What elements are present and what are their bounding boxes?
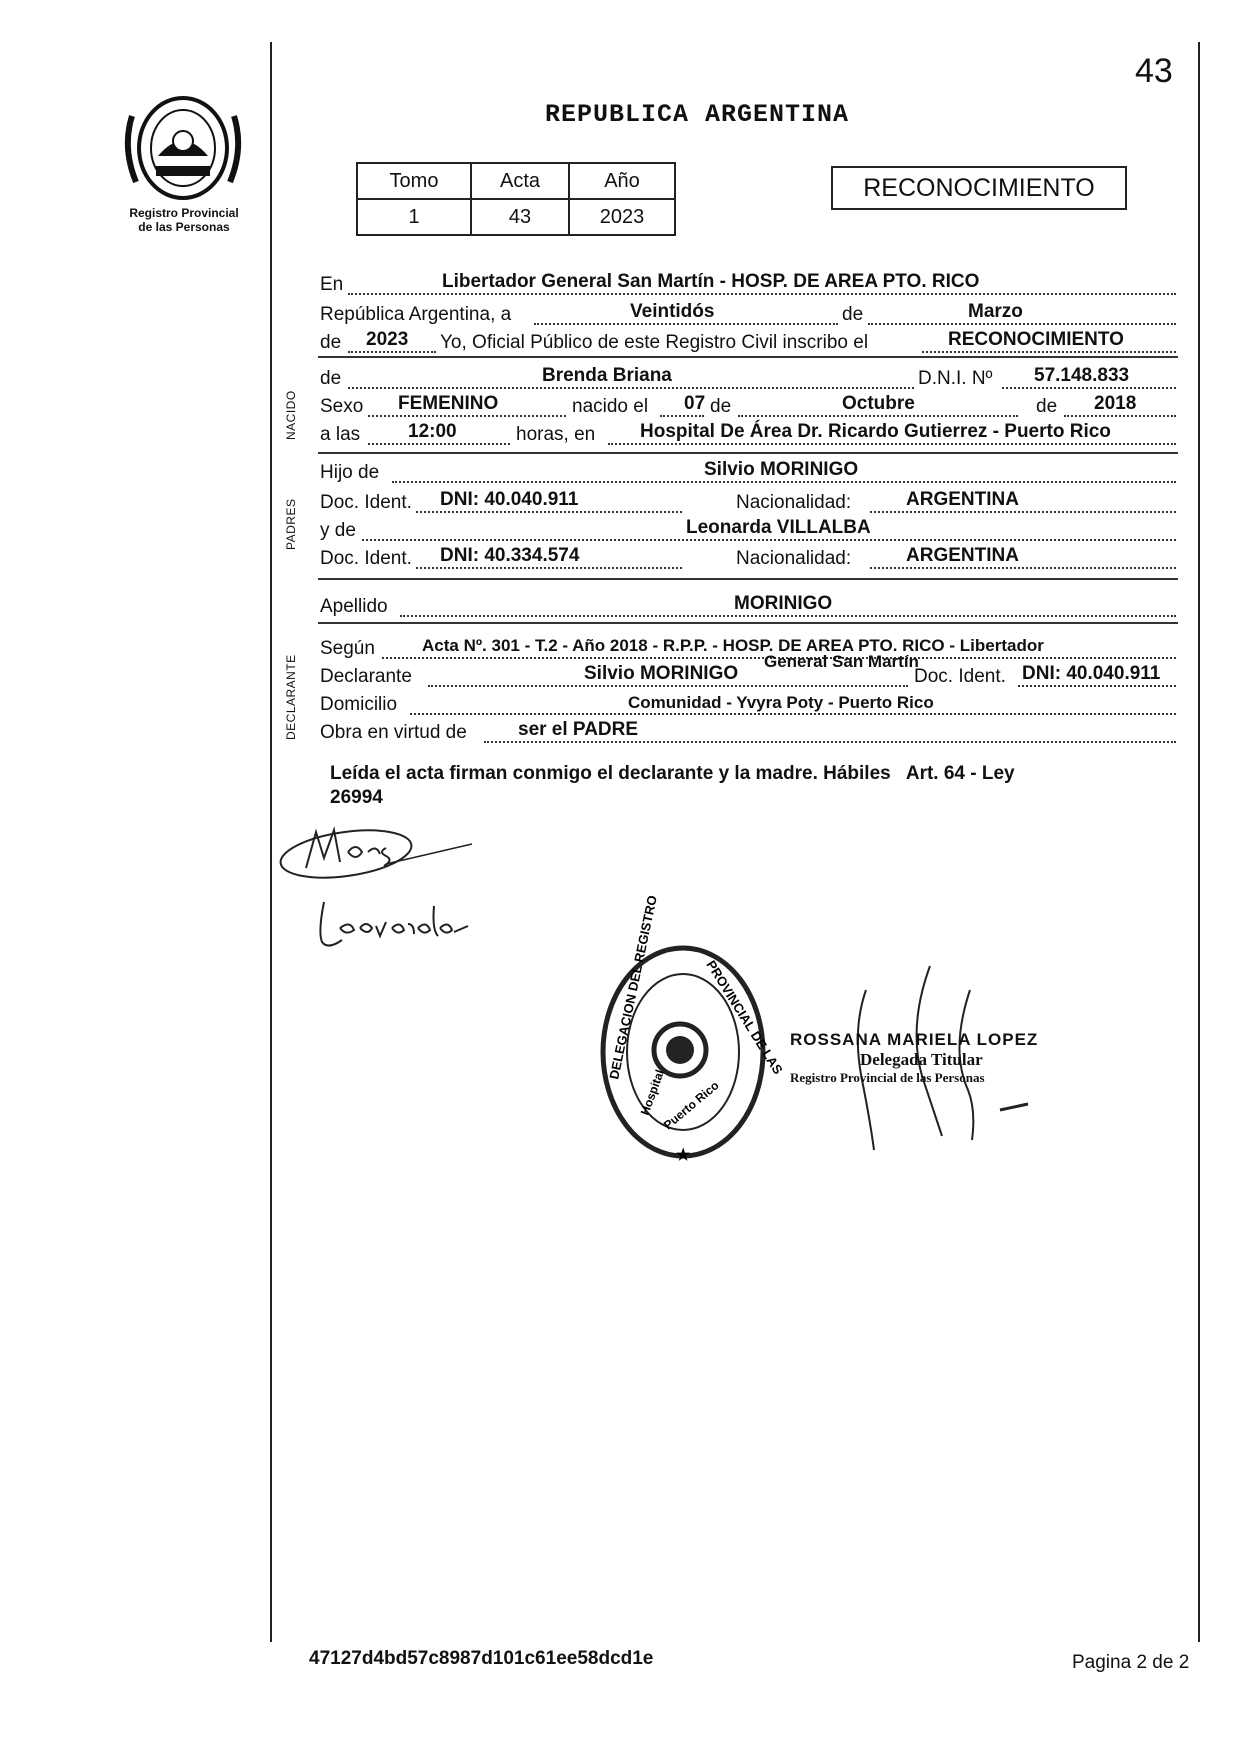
official-role: Delegada Titular bbox=[860, 1050, 983, 1069]
row-place bbox=[318, 268, 1178, 298]
official-org: Registro Provincial de las Personas bbox=[790, 1070, 985, 1085]
svg-text:Puerto Rico: Puerto Rico bbox=[660, 1078, 722, 1133]
label-hijo-de: Hijo de bbox=[320, 462, 380, 483]
logo-caption bbox=[100, 206, 268, 234]
row-father bbox=[318, 456, 1178, 486]
separator bbox=[318, 356, 1178, 358]
dotted-line bbox=[348, 351, 436, 353]
svg-text:PROVINCIAL DE LAS: PROVINCIAL DE LAS bbox=[703, 957, 786, 1077]
value-mother-name: Leonarda VILLALBA bbox=[686, 517, 871, 538]
dotted-line bbox=[348, 387, 914, 389]
official-signer-block bbox=[790, 1030, 1038, 1086]
separator bbox=[318, 578, 1178, 580]
value-day-words: Veintidós bbox=[630, 301, 715, 322]
label-republica: República Argentina, a bbox=[320, 304, 512, 325]
row-act bbox=[318, 326, 1178, 356]
dotted-line bbox=[410, 713, 1176, 715]
separator bbox=[318, 622, 1178, 624]
value-birth-year: 2018 bbox=[1094, 393, 1137, 414]
dotted-line bbox=[870, 567, 1176, 569]
svg-text:★: ★ bbox=[676, 1147, 691, 1164]
dotted-line bbox=[400, 615, 1176, 617]
dotted-line bbox=[922, 351, 1176, 353]
row-mother bbox=[318, 514, 1178, 544]
value-by-virtue: ser el PADRE bbox=[518, 719, 639, 740]
value-mother-doc: DNI: 40.334.574 bbox=[440, 545, 580, 566]
value-address: Comunidad - Yvyra Poty - Puerto Rico bbox=[628, 693, 934, 712]
registry-value-tomo: 1 bbox=[357, 199, 471, 235]
dotted-line bbox=[868, 323, 1176, 325]
misiones-coat-of-arms-logo bbox=[118, 86, 248, 206]
document-title: REPUBLICA ARGENTINA bbox=[545, 100, 850, 129]
label-obra: Obra en virtud de bbox=[320, 722, 467, 743]
row-date bbox=[318, 298, 1178, 328]
value-declarant-doc: DNI: 40.040.911 bbox=[1022, 663, 1161, 684]
label-declarante: Declarante bbox=[320, 666, 412, 687]
value-declarant-name: Silvio MORINIGO bbox=[584, 663, 739, 684]
registry-value-acta: 43 bbox=[471, 199, 569, 235]
side-label-padres: PADRES bbox=[284, 498, 298, 550]
row-mother-doc bbox=[318, 542, 1178, 572]
row-segun bbox=[318, 632, 1178, 662]
row-father-doc bbox=[318, 486, 1178, 516]
registry-header-anio: Año bbox=[569, 163, 675, 199]
row-time-place bbox=[318, 418, 1178, 448]
closing-text bbox=[330, 762, 1190, 810]
label-de: de bbox=[320, 332, 342, 353]
label-sexo: Sexo bbox=[320, 396, 364, 417]
label-segun: Según bbox=[320, 638, 375, 659]
label-nacionalidad: Nacionalidad: bbox=[736, 548, 852, 569]
label-de: de bbox=[1036, 396, 1058, 417]
value-month: Marzo bbox=[968, 301, 1023, 322]
logo-caption-line-1: Registro Provincial bbox=[129, 206, 239, 220]
label-a-las: a las bbox=[320, 424, 361, 445]
dotted-line bbox=[608, 443, 1176, 445]
dotted-line bbox=[484, 741, 1176, 743]
registry-value-anio: 2023 bbox=[569, 199, 675, 235]
dotted-line bbox=[368, 415, 566, 417]
label-y-de: y de bbox=[320, 520, 356, 541]
dotted-line bbox=[1064, 415, 1176, 417]
official-name: ROSSANA MARIELA LOPEZ bbox=[790, 1030, 1039, 1049]
label-doc-ident: Doc. Ident. bbox=[320, 548, 412, 569]
value-mother-nationality: ARGENTINA bbox=[906, 545, 1019, 566]
value-child-name: Brenda Briana bbox=[542, 365, 672, 386]
registry-header-acta: Acta bbox=[471, 163, 569, 199]
label-de: de bbox=[320, 368, 342, 389]
closing-line-1: Leída el acta firman conmigo el declarante y la madre. Hábiles Art. 64 - Ley bbox=[330, 763, 1015, 784]
mother-signature bbox=[310, 892, 480, 956]
registry-header-tomo: Tomo bbox=[357, 163, 471, 199]
dotted-line bbox=[1018, 685, 1176, 687]
dotted-line bbox=[392, 481, 1176, 483]
official-stamp bbox=[598, 894, 786, 1165]
dotted-line bbox=[348, 293, 1176, 295]
dotted-line bbox=[416, 567, 682, 569]
label-domicilio: Domicilio bbox=[320, 694, 398, 715]
dotted-line bbox=[416, 511, 682, 513]
label-apellido: Apellido bbox=[320, 596, 388, 617]
value-segun-line-1: Acta Nº. 301 - T.2 - Año 2018 - R.P.P. - HOSP. DE AREA PTO. RICO - Libertador bbox=[422, 636, 1044, 655]
label-nacionalidad: Nacionalidad: bbox=[736, 492, 852, 513]
label-en: En bbox=[320, 274, 344, 295]
side-label-declarante: DECLARANTE bbox=[284, 654, 298, 740]
label-horas-en: horas, en bbox=[516, 424, 596, 445]
side-label-nacido: NACIDO bbox=[284, 390, 298, 440]
row-surname bbox=[318, 590, 1178, 620]
dotted-line bbox=[362, 539, 1176, 541]
record-type-box: RECONOCIMIENTO bbox=[831, 166, 1127, 210]
row-sex-birth bbox=[318, 390, 1178, 420]
declarant-signature bbox=[276, 818, 476, 898]
value-sex: FEMENINO bbox=[398, 393, 499, 414]
label-de: de bbox=[842, 304, 864, 325]
label-dni: D.N.I. Nº bbox=[918, 368, 993, 389]
value-birth-month: Octubre bbox=[842, 393, 915, 414]
value-father-name: Silvio MORINIGO bbox=[704, 459, 859, 480]
page-number: 43 bbox=[1135, 52, 1173, 90]
value-birth-time: 12:00 bbox=[408, 421, 457, 442]
dotted-line bbox=[660, 415, 704, 417]
value-segun-line-2: General San Martín bbox=[764, 652, 919, 671]
row-child-name bbox=[318, 362, 1178, 392]
dotted-line bbox=[870, 511, 1176, 513]
separator bbox=[318, 452, 1178, 454]
label-doc-ident: Doc. Ident. bbox=[320, 492, 412, 513]
logo-caption-line-2: de las Personas bbox=[138, 220, 230, 234]
label-doc-ident: Doc. Ident. bbox=[914, 666, 1006, 687]
value-father-doc: DNI: 40.040.911 bbox=[440, 489, 579, 510]
registry-value-row bbox=[357, 199, 675, 235]
dotted-line bbox=[368, 443, 510, 445]
value-act: RECONOCIMIENTO bbox=[948, 329, 1124, 350]
label-yo: Yo, Oficial Público de este Registro Civil inscribo el bbox=[440, 332, 869, 353]
value-surname: MORINIGO bbox=[734, 593, 833, 614]
value-year: 2023 bbox=[366, 329, 409, 350]
closing-line-2: 26994 bbox=[330, 787, 383, 808]
row-declarant bbox=[318, 652, 1178, 690]
svg-text:Hospital: Hospital bbox=[637, 1067, 668, 1118]
value-child-dni: 57.148.833 bbox=[1034, 365, 1130, 386]
row-address bbox=[318, 688, 1178, 718]
value-birth-place: Hospital De Área Dr. Ricardo Gutierrez - Puerto Rico bbox=[640, 421, 1111, 442]
value-father-nationality: ARGENTINA bbox=[906, 489, 1019, 510]
registry-header-row bbox=[357, 163, 675, 199]
label-nacido-el: nacido el bbox=[572, 396, 649, 417]
dotted-line bbox=[1002, 387, 1176, 389]
document-hash: 47127d4bd57c8987d101c61ee58dcd1e bbox=[309, 1648, 654, 1669]
right-margin-line bbox=[1198, 42, 1200, 1642]
pagination-label: Pagina 2 de 2 bbox=[1072, 1652, 1190, 1673]
value-birth-day: 07 bbox=[684, 393, 706, 414]
label-de: de bbox=[710, 396, 732, 417]
dotted-line bbox=[428, 685, 908, 687]
row-by-virtue bbox=[318, 716, 1178, 746]
value-place: Libertador General San Martín - HOSP. DE AREA PTO. RICO bbox=[442, 271, 980, 292]
dotted-line bbox=[534, 323, 838, 325]
svg-text:DELEGACION DEL REGISTRO: DELEGACION DEL REGISTRO bbox=[606, 894, 660, 1081]
left-margin-line bbox=[270, 42, 272, 1642]
dotted-line bbox=[738, 415, 1018, 417]
registry-table bbox=[356, 162, 676, 236]
